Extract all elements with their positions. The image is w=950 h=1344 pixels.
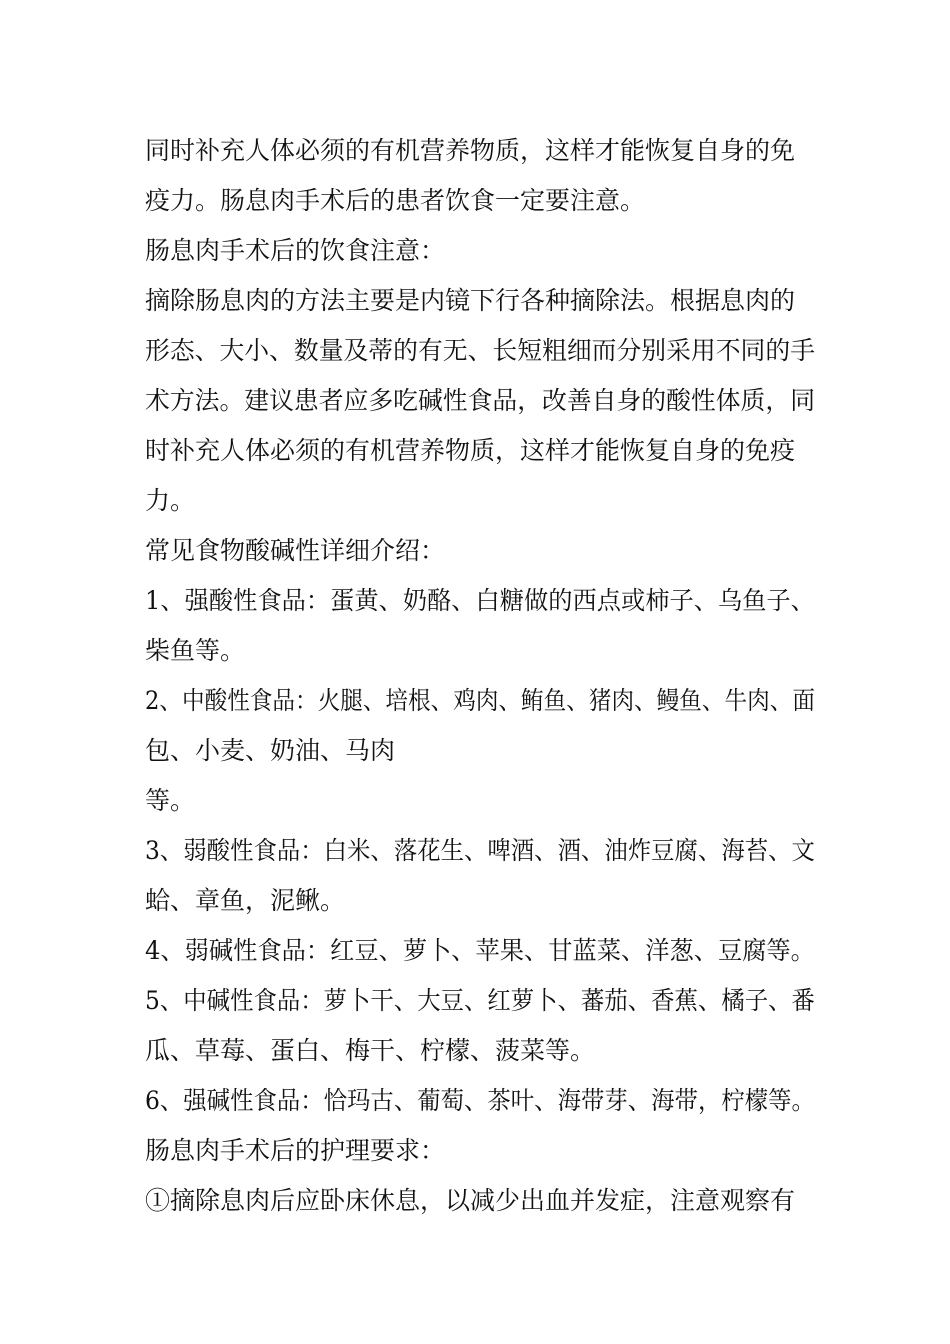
text-line-9: 常见食物酸碱性详细介绍：: [145, 536, 446, 565]
text-line-1: 同时补充人体必须的有机营养物质，这样才能恢复自身的免: [145, 136, 796, 165]
text-line-21: 肠息肉手术后的护理要求：: [145, 1136, 446, 1165]
text-line-5: 形态、大小、数量及蒂的有无、长短粗细而分别采用不同的手: [145, 336, 816, 365]
text-line-6: 术方法。建议患者应多吃碱性食品，改善自身的酸性体质，同: [145, 386, 816, 415]
text-line-20: 6、强碱性食品：恰玛古、葡萄、茶叶、海带芽、海带，柠檬等。: [145, 1086, 815, 1115]
text-line-16: 蛤、章鱼，泥鳅。: [145, 886, 346, 915]
text-line-17: 4、弱碱性食品：红豆、萝卜、苹果、甘蓝菜、洋葱、豆腐等。: [145, 936, 815, 965]
text-line-13: 包、小麦、奶油、马肉: [145, 736, 396, 765]
text-line-8: 力。: [145, 486, 196, 515]
text-line-19: 瓜、草莓、蛋白、梅干、柠檬、菠菜等。: [145, 1036, 596, 1065]
text-line-12: 2、中酸性食品：火腿、培根、鸡肉、鲔鱼、猪肉、鳗鱼、牛肉、面: [145, 686, 815, 715]
text-line-4: 摘除肠息肉的方法主要是内镜下行各种摘除法。根据息肉的: [145, 286, 796, 315]
text-line-2: 疫力。肠息肉手术后的患者饮食一定要注意。: [145, 186, 646, 215]
text-line-15: 3、弱酸性食品：白米、落花生、啤酒、酒、油炸豆腐、海苔、文: [145, 836, 815, 865]
text-line-3: 肠息肉手术后的饮食注意：: [145, 236, 446, 265]
text-line-14: 等。: [145, 786, 196, 815]
text-line-7: 时补充人体必须的有机营养物质，这样才能恢复自身的免疫: [145, 436, 796, 465]
text-line-18: 5、中碱性食品：萝卜干、大豆、红萝卜、蕃茄、香蕉、橘子、番: [145, 986, 815, 1015]
text-line-22: ①摘除息肉后应卧床休息，以减少出血并发症，注意观察有: [145, 1186, 796, 1215]
text-line-10: 1、强酸性食品：蛋黄、奶酪、白糖做的西点或柿子、乌鱼子、: [145, 586, 815, 615]
text-line-11: 柴鱼等。: [145, 636, 246, 665]
